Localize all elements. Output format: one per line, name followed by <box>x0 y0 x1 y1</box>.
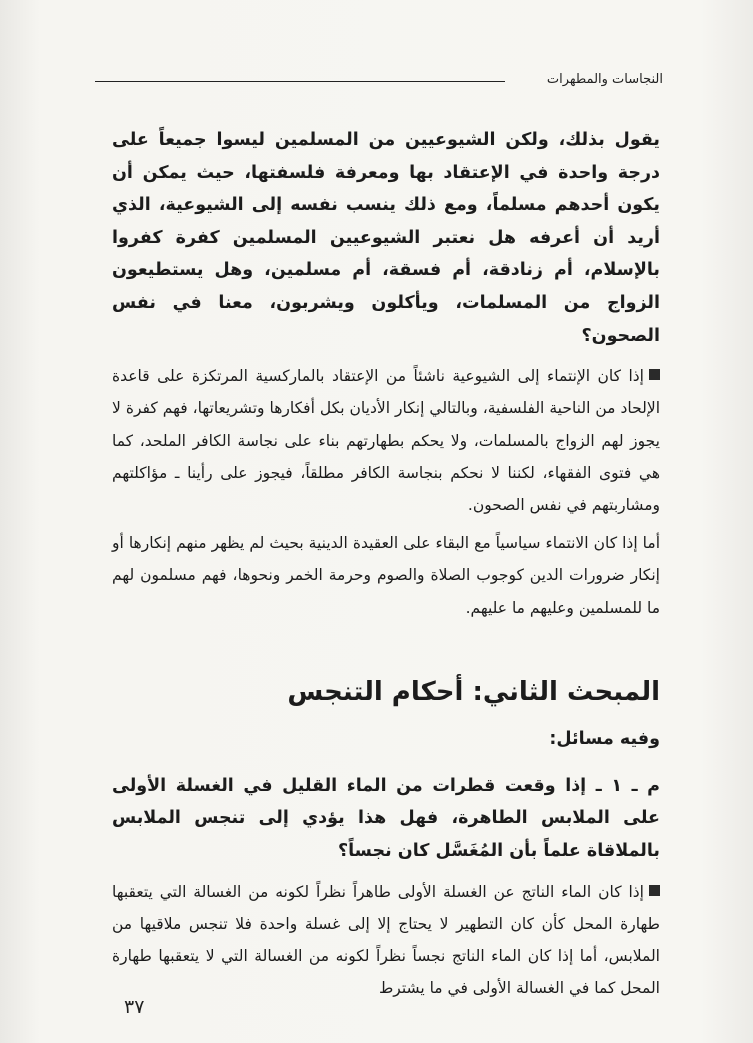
answer-1-text: إذا كان الماء الناتج عن الغسلة الأولى طاهراً نظراً لكونه من الغسالة التي يتعقبها طهارة المحل كأن كان التطهير لا يحتاج إلا إلى غسلة واحدة فلا تنجس ملاقيها من الملابس، أما إذا كان الماء الناتج نجساً نظراً لكونه من الغسالة التي لا يتعقبها طهارة المحل كما في الغسالة الأولى في ما يشترط <box>112 882 660 998</box>
section-title: المبحث الثاني: أحكام التنجس <box>287 676 660 707</box>
question-1: م ـ ١ ـ إذا وقعت قطرات من الماء القليل في الغسلة الأولى على الملابس الطاهرة، فهل هذا يؤدي إلى تنجس الملابس بالملاقاة علماً بأن المُغَسَّل كان نجساً؟ <box>112 775 661 861</box>
page-number: ٣٧ <box>124 996 145 1018</box>
answer-paragraph-1 <box>112 360 660 521</box>
question-paragraph: يقول بذلك، ولكن الشيوعيين من المسلمين ليسوا جميعاً على درجة واحدة في الإعتقاد بها ومعرفة فلسفتها، حيث يمكن أن يكون أحدهم مسلماً، ومع ذلك ينسب نفسه إلى الشيوعية، الذي أريد أن أعرفه هل نعتبر الشيوعيين المسلمين كفرة كفروا بالإسلام، أم زنادقة، أم فسقة، أم مسلمين، وهل يستطيعون الزواج من المسلمات، ويأكلون ويشربون، معنا في نفس الصحون؟ <box>112 130 660 346</box>
running-header <box>95 66 663 96</box>
header-rule <box>95 81 505 82</box>
header-title: النجاسات والمطهرات <box>546 72 663 87</box>
page-content <box>112 124 660 1010</box>
answer-paragraph-2: أما إذا كان الانتماء سياسياً مع البقاء على العقيدة الدينية بحيث لم يظهر منهم إنكارها أو إنكار ضرورات الدين كوجوب الصلاة والصوم وحرمة الخمر ونحوها، فهم مسلمون لهم ما للمسلمين وعليهم ما عليهم. <box>112 534 660 617</box>
square-bullet-icon <box>649 369 660 380</box>
subsection-heading: وفيه مسائل: <box>549 728 660 749</box>
answer-paragraph-1-text: إذا كان الإنتماء إلى الشيوعية ناشئاً من الإعتقاد بالماركسية المرتكزة على قاعدة الإلحاد من الناحية الفلسفية، وبالتالي إنكار الأديان بكل أفكارها وتشريعاتها، فهم كفرة لا يجوز لهم الزواج بالمسلمات، ولا يحكم بطهارتهم بناء على نجاسة الكافر الملحد، كما هي فتوى الفقهاء، لكننا لا نحكم بنجاسة الكافر مطلقاً، فيجوز على رأينا ـ مؤاكلتهم ومشاربتهم في نفس الصحون. <box>112 367 660 514</box>
square-bullet-icon <box>649 885 660 896</box>
answer-1 <box>112 876 660 1005</box>
